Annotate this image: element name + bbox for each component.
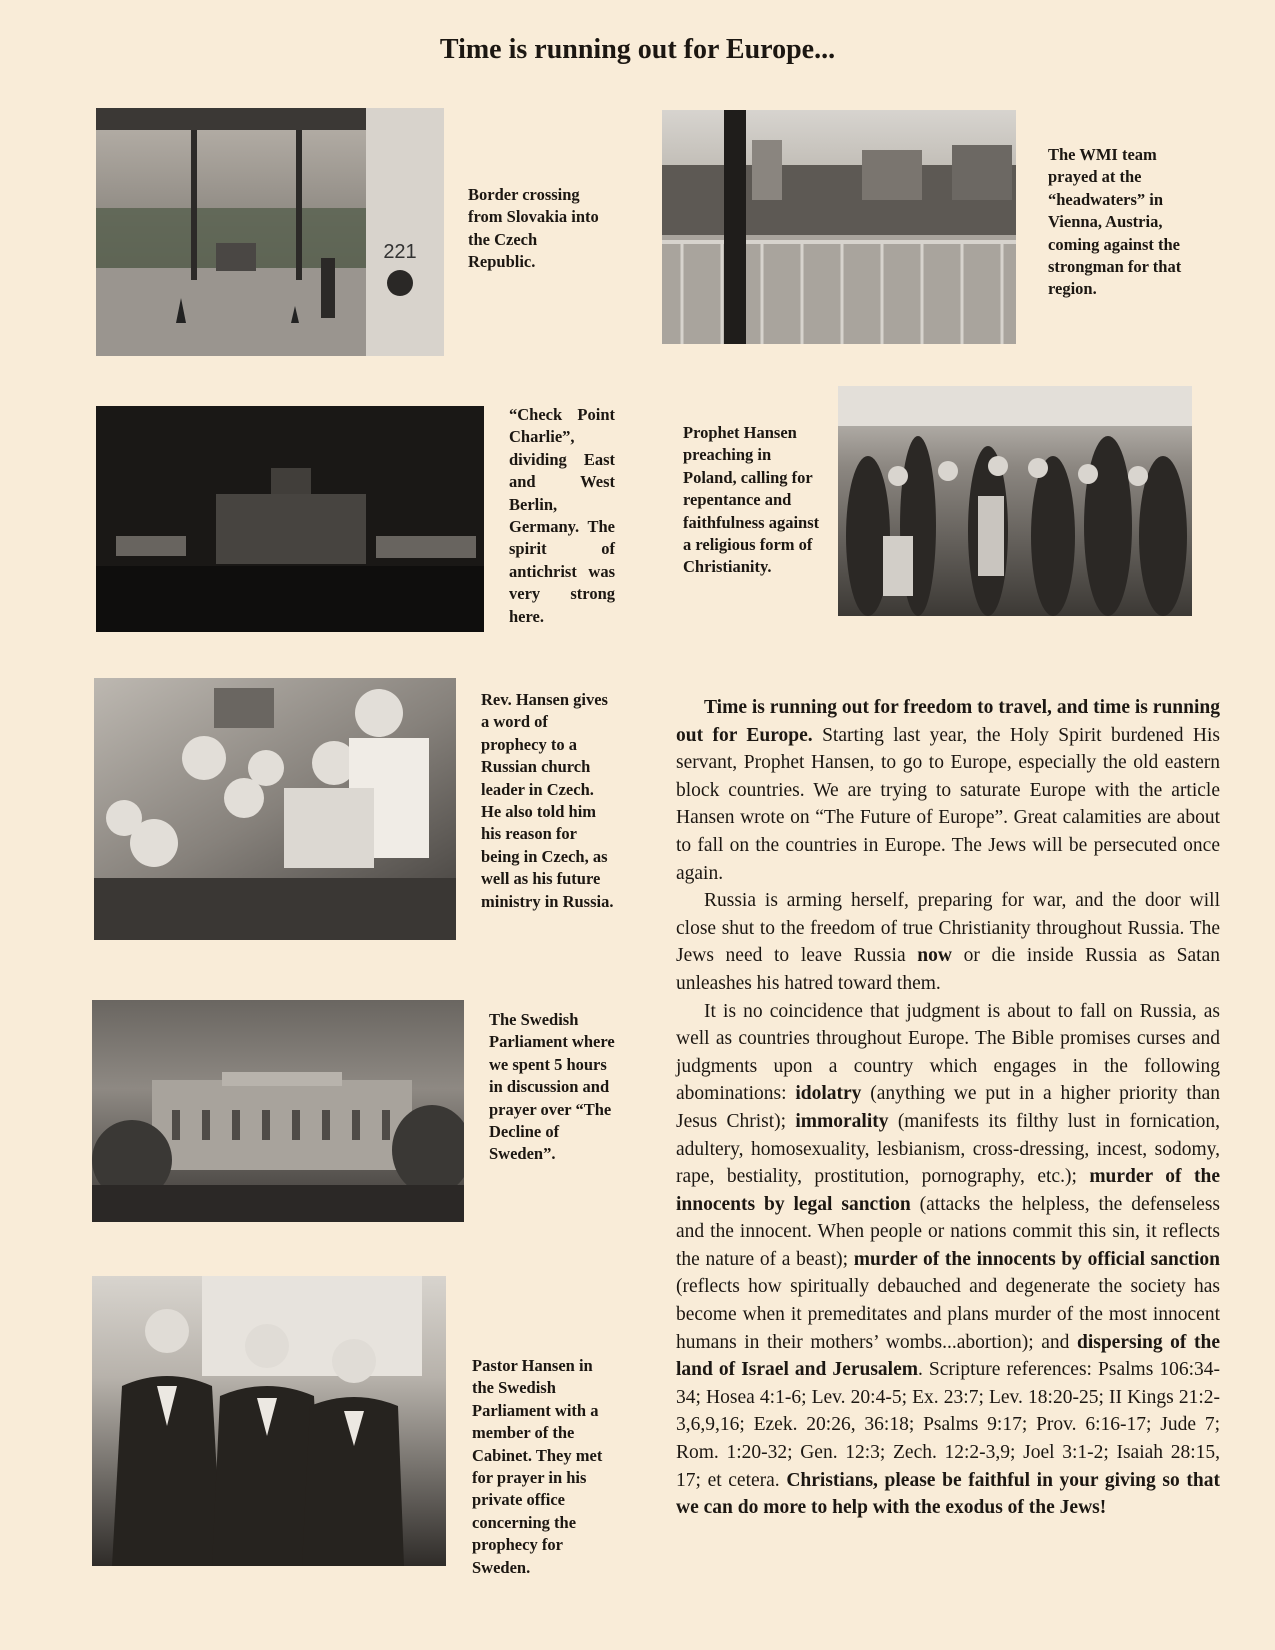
parliament-cabinet-member-photo (92, 1276, 446, 1566)
caption-russian-church-leader: Rev. Hansen gives a word of prophecy to a Russian church leader in Czech. He also told him his reason for being in Czech, as well as his future ministry in Russia. (481, 690, 614, 911)
sign-number: 221 (383, 241, 417, 263)
article-p3-text-1: It is no coincidence that judgment is about to fall on Russia, as well as countries throughout Europe. The Bible promises curses and judgments upon a country which engages in the following abominations: (676, 1000, 1220, 1105)
caption-check-point-charlie: “Check Point Charlie”, dividing East and West Berlin, Germany. The spirit of antichrist was very strong here. (509, 405, 615, 626)
article-p3-bold-5: dispersing of the land of Israel and Jerusalem (676, 1331, 1220, 1381)
caption-swedish-parliament: The Swedish Parliament where we spent 5 hours in discussion and prayer over “The Decline of Sweden”. (489, 1010, 615, 1164)
article-p2-bold: now (917, 945, 952, 967)
check-point-charlie-photo (96, 406, 484, 632)
poland-preaching-photo (838, 386, 1192, 616)
vienna-headwaters-photo (662, 110, 1016, 344)
article-p2-text-2: or die inside Russia as Satan unleashes his hatred toward them. (676, 945, 1220, 994)
article-p1-bold: Time is running out for freedom to travel, and time is running out for Europe. (676, 697, 1220, 746)
article-p3-bold-6: Christians, please be faithful in your giving so that we can do more to help with the exodus of the Jews! (676, 1469, 1220, 1519)
caption-cabinet-member: Pastor Hansen in the Swedish Parliament with a member of the Cabinet. They met for prayer in his private office concerning the prophecy for Sweden. (472, 1356, 603, 1577)
article-p2-text-1: Russia is arming herself, preparing for war, and the door will close shut to the freedom of true Christianity throughout Russia. The Jews need to leave Russia (676, 890, 1220, 967)
article-p3-bold-1: idolatry (795, 1083, 862, 1105)
article-p3-text-2: (anything we put in a higher priority than Jesus Christ); (676, 1083, 1220, 1132)
caption-poland: Prophet Hansen preaching in Poland, calling for repentance and faithfulness against a religious form of Christianity. (683, 423, 820, 577)
article-p3-bold-3: murder of the innocents by legal sanction (676, 1166, 1220, 1215)
article-paragraph-3 (676, 998, 1220, 1522)
article-p3-bold-2: immorality (795, 1110, 889, 1132)
article-p3-text-4: (attacks the helpless, the defenseless and the innocent. When people or nations commit this sin, it reflects the nature of a beast); (676, 1193, 1220, 1270)
article-p3-text-6: . Scripture references: Psalms 106:34-34; Hosea 4:1-6; Lev. 20:4-5; Ex. 23:7; Lev. 18:20-25; II Kings 21:2-3,6,9,16; Ezek. 20:26, 36:18; Psalms 9:17; Prov. 6:16-17; Jude 7; Rom. 1:20-32; Gen. 12:3; Zech. 12:2-3,9; Joel 3:1-2; Isaiah 28:15, 17; et cetera. (676, 1359, 1220, 1491)
article-p1-text: Starting last year, the Holy Spirit burdened His servant, Prophet Hansen, to go to Europe, especially the old eastern block countries. We are trying to saturate Europe with the article Hansen wrote on “The Future of Europe”. Great calamities are about to fall on the countries in Europe. The Jews will be persecuted once again. (676, 724, 1221, 884)
article-body (676, 694, 1220, 1522)
caption-vienna: The WMI team prayed at the “headwaters” in Vienna, Austria, coming against the strongman for that region. (1048, 145, 1182, 299)
article-p3-text-3: (manifests its filthy lust in fornication, adultery, homosexuality, lesbianism, cross-dressing, incest, sodomy, rape, bestiality, prostitution, pornography, etc.); (676, 1110, 1220, 1188)
article-p3-bold-4: murder of the innocents by official sanction (853, 1248, 1221, 1270)
border-crossing-photo (96, 108, 444, 356)
russian-church-leader-photo (94, 678, 456, 940)
page-title: Time is running out for Europe... (439, 34, 836, 65)
swedish-parliament-photo (92, 1000, 464, 1222)
article-paragraph-1 (676, 694, 1220, 887)
article-p3-text-5: (reflects how spiritually debauched and degenerate the society has become when it premeditates and plans murder of the most innocent humans in their mothers’ wombs...abortion); and (676, 1276, 1220, 1353)
caption-border-crossing: Border crossing from Slovakia into the Czech Republic. (468, 185, 599, 272)
article-paragraph-2 (676, 887, 1220, 997)
